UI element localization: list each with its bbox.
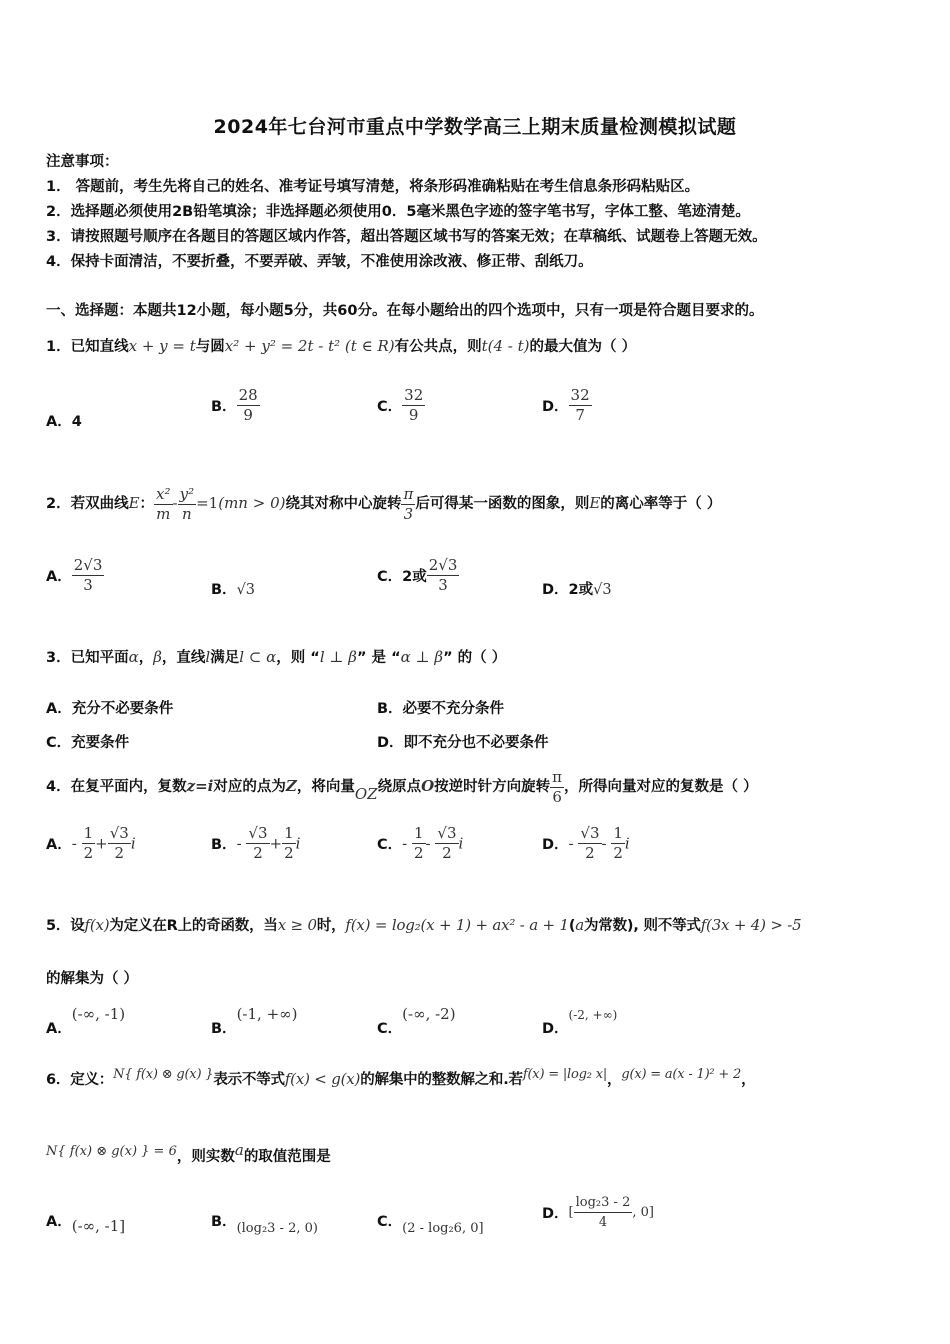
q5-math-ineq: f(3x + 4) > -5 <box>700 916 802 934</box>
q1-math-line: x + y = t <box>128 337 196 355</box>
section-heading: 一、选择题：本题共12小题，每小题5分，共60分。在每小题给出的四个选项中，只有一项是符合题目要求的。 <box>46 303 764 319</box>
notice-item-1: 1． 答题前，考生先将自己的姓名、准考证号填写清楚，将条形码准确粘贴在考生信息条形码粘贴区。 <box>46 179 700 195</box>
q4-math-z: z=i <box>186 777 214 795</box>
q3-math-subset: l ⊂ α <box>239 648 277 666</box>
question-2 <box>46 472 721 535</box>
q2-option-d: D．2或√3 <box>542 582 612 598</box>
q5-math-func: f(x) = log₂(x + 1) + ax² - a + 1 <box>345 916 569 934</box>
notice-item-3: 3．请按照题号顺序在各题目的答题区域内作答，超出答题区域书写的答案无效；在草稿纸、试题卷上答题无效。 <box>46 229 767 245</box>
q4-point-z: Z <box>285 777 297 795</box>
q6-option-b: B．(log₂3 - 2, 0) <box>211 1214 318 1236</box>
q4-origin-o: O <box>421 777 435 795</box>
question-6: 6．定义：N{ f(x) ⊗ g(x) }表示不等式f(x) < g(x)的解集中的整数解之和.若f(x) = |log₂ x|，g(x) = a(x - 1)² + 2， <box>46 1067 756 1088</box>
question-5: 5．设f(x)为定义在R上的奇函数，当x ≥ 0时，f(x) = log₂(x + 1) + ax² - a + 1(a为常数), 则不等式f(3x + 4) > -5 <box>46 916 802 934</box>
q1-text-2: 与圆 <box>195 339 225 355</box>
question-4: 4．在复平面内，复数z=i对应的点为Z，将向量OZ绕原点O按逆时针方向旋转 $\frac{\pi}{6}$ ，所得向量对应的复数是（ ） <box>46 767 758 806</box>
notice-item-4: 4．保持卡面清洁，不要折叠，不要弄破、弄皱，不准使用涂改液、修正带、刮纸刀。 <box>46 254 593 270</box>
q1-option-a: A．4 <box>46 414 82 430</box>
q6-option-a: A．(-∞, -1] <box>46 1214 126 1235</box>
q6-math-a: a <box>234 1141 244 1159</box>
q3-alpha: α <box>128 648 139 666</box>
q2-option-b: B．√3 <box>211 582 256 598</box>
q3-math-perp-2: α ⊥ β <box>400 648 444 666</box>
q1-text-4: 的最大值为（ ） <box>529 339 637 355</box>
q4-vector-oz: OZ <box>354 785 378 803</box>
q3-line-l: l <box>205 648 211 666</box>
notice-item-2: 2．选择题必须使用2B铅笔填涂；非选择题必须使用0．5毫米黑色字迹的签字笔书写，字体工整、笔迹清楚。 <box>46 204 750 220</box>
q6-math-f: f(x) = |log₂ x| <box>522 1067 608 1082</box>
question-5-cont: 的解集为（ ） <box>46 971 139 987</box>
q1-option-c-frac: $\frac{32}{9}$ <box>404 386 424 424</box>
q2-frac-x: $\frac{\text{x²}}{m}$ <box>156 484 171 523</box>
q1-math-circle: x² + y² = 2t - t² (t ∈ R) <box>224 337 395 355</box>
question-3: 3．已知平面α，β，直线l满足l ⊂ α，则 “l ⊥ β” 是 “α ⊥ β” 的（ ） <box>46 648 507 666</box>
q3-math-perp-1: l ⊥ β <box>319 648 357 666</box>
q6-option-d-frac: $\frac{\text{log₂3 - 2}}{4}$ <box>575 1195 631 1230</box>
q1-option-d: D． $\frac{32}{7}$ <box>542 386 590 424</box>
q3-option-c: C．充要条件 <box>46 735 130 751</box>
q1-option-d-frac: $\frac{32}{7}$ <box>570 386 590 424</box>
q1-option-b-frac: $\frac{28}{9}$ <box>238 386 258 424</box>
q2-option-d-value: √3 <box>593 582 612 598</box>
q1-text-3: 有公共点，则 <box>394 339 482 355</box>
q2-option-c: C．2或 $\frac{2√3}{3}$ <box>377 556 458 594</box>
q3-option-d: D．即不充分也不必要条件 <box>377 735 549 751</box>
q6-option-c: C．(2 - log₂6, 0] <box>377 1214 484 1236</box>
q3-option-b: B．必要不充分条件 <box>377 701 505 717</box>
q2-text-3: 绕其对称中心旋转 <box>285 496 402 512</box>
q2-option-a-frac: $\frac{2√3}{3}$ <box>73 556 103 594</box>
q2-text-4: 后可得某一函数的图象，则 <box>415 496 590 512</box>
q1-text-1: 1．已知直线 <box>46 339 129 355</box>
q2-math-e2: E <box>589 494 601 512</box>
q5-option-d: D．(-2, +∞) <box>542 1008 618 1037</box>
q2-eq: =1 <box>196 494 219 512</box>
q6-math-g: g(x) = a(x - 1)² + 2 <box>621 1067 742 1082</box>
q1-math-expr: t(4 - t) <box>481 337 530 355</box>
q2-math-e: E <box>128 494 140 512</box>
page-title: 2024年七台河市重点中学数学高三上期末质量检测模拟试题 <box>213 116 737 138</box>
q2-cond: (mn > 0) <box>218 494 286 512</box>
q1-option-b: B． $\frac{28}{9}$ <box>211 386 258 424</box>
q4-option-b: B．- $\frac{√3}{2}$ + $\frac{1}{2}$ i <box>211 824 301 862</box>
notice-heading: 注意事项： <box>46 154 119 170</box>
q6-math-def: N{ f(x) ⊗ g(x) } <box>113 1067 214 1082</box>
question-6-cont: N{ f(x) ⊗ g(x) } = 6，则实数a的取值范围是 <box>46 1141 331 1165</box>
q2-text-2: ： <box>139 496 155 512</box>
q6-math-cond: N{ f(x) ⊗ g(x) } = 6 <box>46 1144 177 1159</box>
q4-option-d: D．- $\frac{√3}{2}$ - $\frac{1}{2}$ i <box>542 824 630 862</box>
q2-option-c-frac: $\frac{2√3}{3}$ <box>428 556 458 594</box>
q4-option-c: C．- $\frac{1}{2}$ - $\frac{√3}{2}$ i <box>377 824 464 862</box>
q3-option-a: A．充分不必要条件 <box>46 701 174 717</box>
q5-math-f: f(x) <box>84 916 110 934</box>
question-1 <box>46 336 636 357</box>
q2-text-5: 的离心率等于（ ） <box>600 496 722 512</box>
q6-option-d: D．[ $\frac{\text{log₂3 - 2}}{4}$ , 0] <box>542 1195 654 1230</box>
q5-option-c: C．(-∞, -2) <box>377 1005 456 1037</box>
q4-frac-angle: $\frac{\pi}{6}$ <box>552 767 563 806</box>
q2-option-a: A． $\frac{2√3}{3}$ <box>46 556 103 594</box>
q5-real-set: R <box>166 918 178 934</box>
q5-option-b: B．(-1, +∞) <box>211 1005 298 1037</box>
q5-math-a: a <box>575 916 584 934</box>
q3-beta: β <box>153 648 162 666</box>
q6-math-ineq: f(x) < g(x) <box>284 1070 361 1088</box>
q5-option-a: A．(-∞, -1) <box>46 1005 126 1037</box>
q2-option-b-value: √3 <box>236 582 256 598</box>
q5-math-cond: x ≥ 0 <box>277 916 317 934</box>
q2-minus: - <box>172 494 178 512</box>
q1-option-c: C． $\frac{32}{9}$ <box>377 386 424 424</box>
q2-text-1: 2．若双曲线 <box>46 496 129 512</box>
q2-frac-y: $\frac{\text{y²}}{n}$ <box>179 484 195 523</box>
q2-frac-angle: $\frac{\pi}{3}$ <box>403 484 414 523</box>
q4-option-a: A．- $\frac{1}{2}$ + $\frac{√3}{2}$ i <box>46 824 136 862</box>
